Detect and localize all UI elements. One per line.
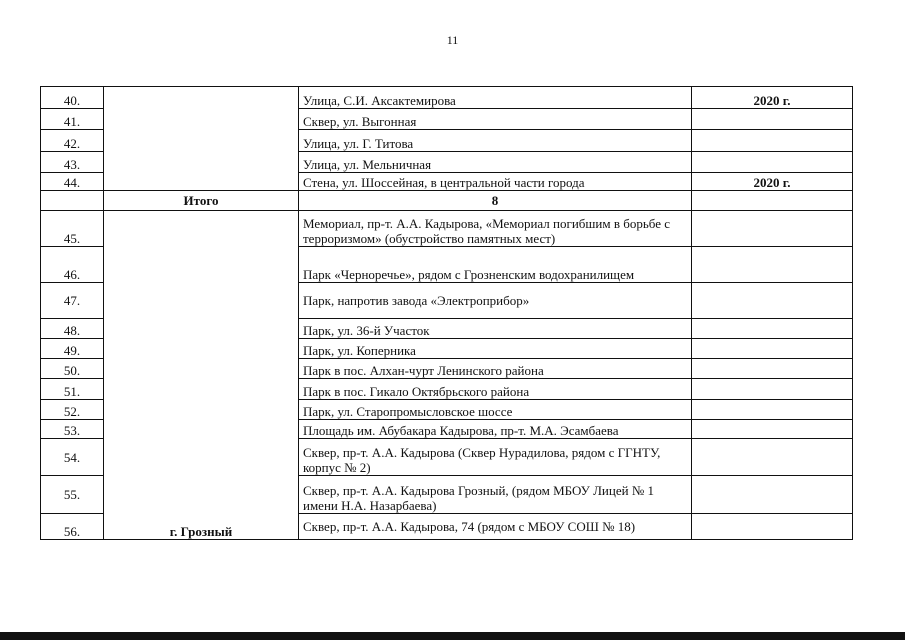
year-cell [692,283,853,319]
year-cell [692,514,853,540]
year-cell [692,247,853,283]
row-number: 44. [41,173,104,191]
table-row [41,87,853,109]
year-cell [692,359,853,379]
row-number: 42. [41,130,104,152]
table-row [41,211,853,247]
object-name: Мемориал, пр-т. А.А. Кадырова, «Мемориал погибшим в борьбе с терроризмом» (обустройство памятных мест) [299,211,692,247]
page-number: 11 [446,33,459,47]
object-name: Улица, ул. Г. Титова [299,130,692,152]
row-number: 56. [41,514,104,540]
year-cell: 2020 г. [692,173,853,191]
total-row [41,191,853,211]
object-name: Сквер, пр-т. А.А. Кадырова Грозный, (рядом МБОУ Лицей № 1 имени Н.А. Назарбаева) [299,476,692,514]
object-name: Сквер, пр-т. А.А. Кадырова (Сквер Нурадилова, рядом с ГГНТУ, корпус № 2) [299,439,692,476]
year-cell [692,379,853,400]
year-cell [692,400,853,420]
object-name: Сквер, ул. Выгонная [299,109,692,130]
total-year-cell [692,191,853,211]
year-cell [692,476,853,514]
object-name: Сквер, пр-т. А.А. Кадырова, 74 (рядом с МБОУ СОШ № 18) [299,514,692,540]
row-number: 45. [41,211,104,247]
object-name: Парк в пос. Гикало Октябрьского района [299,379,692,400]
row-number: 52. [41,400,104,420]
district-cell-empty [104,87,299,191]
row-number: 48. [41,319,104,339]
row-number: 49. [41,339,104,359]
year-cell [692,420,853,439]
row-number: 41. [41,109,104,130]
year-cell [692,152,853,173]
year-cell [692,211,853,247]
year-cell [692,339,853,359]
object-name: Площадь им. Абубакара Кадырова, пр-т. М.А. Эсамбаева [299,420,692,439]
total-label: Итого [104,191,299,211]
object-name: Улица, ул. Мельничная [299,152,692,173]
scan-edge-bar [0,632,905,640]
row-number: 50. [41,359,104,379]
year-cell [692,109,853,130]
object-name: Парк, ул. 36-й Участок [299,319,692,339]
row-number: 53. [41,420,104,439]
year-cell [692,130,853,152]
row-number: 55. [41,476,104,514]
total-value: 8 [299,191,692,211]
object-name: Улица, С.И. Аксактемирова [299,87,692,109]
row-number: 47. [41,283,104,319]
row-number: 46. [41,247,104,283]
object-name: Парк, ул. Старопромысловское шоссе [299,400,692,420]
object-name: Парк в пос. Алхан-чурт Ленинского района [299,359,692,379]
object-name: Парк, ул. Коперника [299,339,692,359]
row-number: 51. [41,379,104,400]
object-name: Парк «Черноречье», рядом с Грозненским водохранилищем [299,247,692,283]
year-cell [692,319,853,339]
row-number: 43. [41,152,104,173]
object-name: Стена, ул. Шоссейная, в центральной части города [299,173,692,191]
year-cell [692,439,853,476]
district-name: г. Грозный [104,211,299,540]
total-number-cell [41,191,104,211]
row-number: 54. [41,439,104,476]
year-cell: 2020 г. [692,87,853,109]
object-name: Парк, напротив завода «Электроприбор» [299,283,692,319]
objects-table [40,86,853,540]
row-number: 40. [41,87,104,109]
